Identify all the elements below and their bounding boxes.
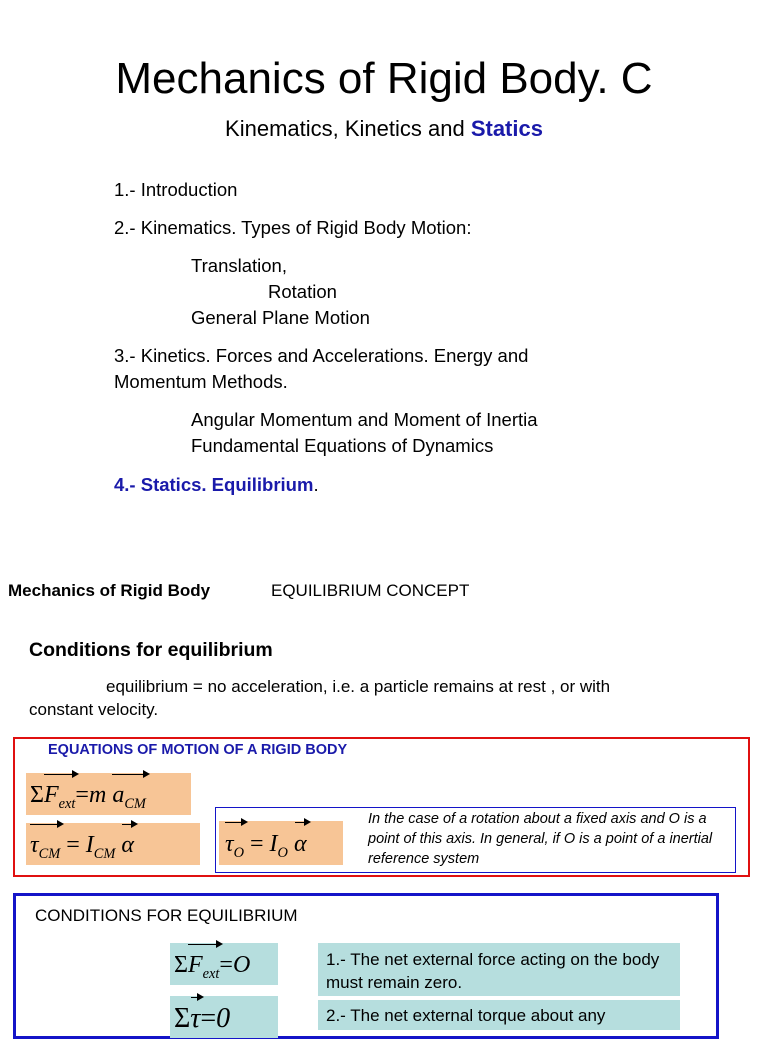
item-introduction: 1.- Introduction	[114, 179, 238, 200]
subtitle-accent: Statics	[470, 116, 543, 141]
torque-o-vector: $\tau_O$	[225, 821, 244, 876]
item-general-plane-motion: General Plane Motion	[191, 307, 370, 328]
definition-line2: constant velocity.	[29, 700, 159, 719]
item-statics-period: .	[313, 474, 319, 495]
torque-cm-equation: $\tau_{CM} = I_{CM}$ α	[26, 823, 200, 865]
subtitle-plain: Kinematics, Kinetics and	[225, 116, 471, 141]
acceleration-vector: $a_{CM}$	[112, 773, 146, 826]
item-kinetics-line1: 3.- Kinetics. Forces and Accelerations. Energy and	[114, 345, 529, 366]
net-torque-equation: Στ=0	[170, 996, 278, 1038]
header-right: EQUILIBRIUM CONCEPT	[271, 581, 470, 600]
item-statics	[114, 472, 319, 498]
item-kinematics: 2.- Kinematics. Types of Rigid Body Motion:	[114, 217, 472, 238]
net-force-vector: $F_{ext}$	[188, 943, 219, 996]
condition-1: 1.- The net external force acting on the body must remain zero.	[318, 943, 680, 996]
equals-sign: =	[75, 782, 89, 808]
newton-equation: $\Sigma F_{ext}=m$ $a_{CM}$	[26, 773, 191, 815]
torque-cm-vector: $\tau_{CM}$	[30, 823, 60, 876]
eom-title: EQUATIONS OF MOTION OF A RIGID BODY	[48, 742, 348, 758]
sigma-symbol: Σ	[30, 782, 44, 808]
force-vector: $F_{ext}$	[44, 773, 75, 826]
net-force-equation: $\Sigma F_{ext}=O$	[170, 943, 278, 985]
conditions-heading: Conditions for equilibrium	[29, 639, 273, 661]
item-angular-momentum: Angular Momentum and Moment of Inertia	[191, 409, 538, 430]
slide-title: Mechanics of Rigid Body. C	[115, 54, 653, 103]
net-torque-vector: τ	[190, 996, 200, 1042]
slide-subtitle	[0, 116, 768, 142]
conditions-title: CONDITIONS FOR EQUILIBRIUM	[35, 906, 298, 925]
condition-2: 2.- The net external torque about any	[318, 1000, 680, 1030]
item-kinetics-line2: Momentum Methods.	[114, 371, 288, 392]
alpha-vector-o: α	[294, 821, 307, 867]
item-rotation: Rotation	[268, 281, 337, 302]
item-statics-label: 4.- Statics. Equilibrium	[114, 474, 314, 495]
alpha-vector: α	[121, 823, 134, 867]
definition-line1: equilibrium = no acceleration, i.e. a particle remains at rest , or with	[106, 677, 611, 696]
item-translation: Translation,	[191, 255, 287, 276]
header-left: Mechanics of Rigid Body	[8, 581, 211, 600]
item-fundamental-equations: Fundamental Equations of Dynamics	[191, 435, 494, 456]
torque-o-equation: $\tau_O = I_O$ α	[219, 821, 343, 865]
fixed-axis-note: In the case of a rotation about a fixed axis and O is a point of this axis. In general, if O is a point of a inertial reference system	[368, 811, 713, 867]
